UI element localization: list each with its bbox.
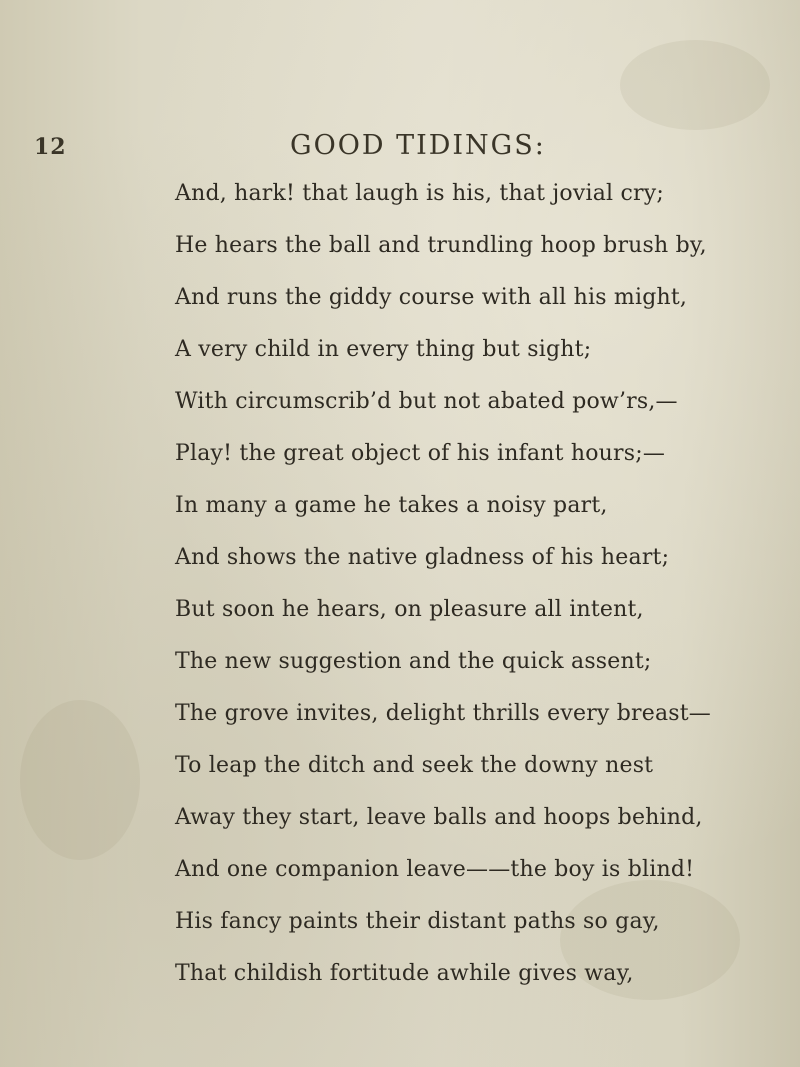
running-head: GOOD TIDINGS: — [290, 130, 546, 161]
poem-line: And runs the giddy course with all his might, — [175, 285, 688, 310]
poem-line: Away they start, leave balls and hoops behind, — [175, 805, 703, 830]
poem-line: He hears the ball and trundling hoop brush by, — [175, 233, 707, 258]
poem-line: But soon he hears, on pleasure all intent, — [175, 597, 644, 622]
poem-line: And, hark! that laugh is his, that jovial cry; — [175, 181, 664, 206]
poem-text — [175, 168, 785, 1000]
paper-stain — [620, 40, 770, 130]
paper-stain — [20, 700, 140, 860]
page-number: 12 — [34, 134, 67, 160]
poem-line: To leap the ditch and seek the downy nest — [175, 753, 654, 778]
poem-line: And one companion leave——the boy is blind! — [175, 857, 695, 882]
poem-line: In many a game he takes a noisy part, — [175, 493, 608, 518]
poem-line: His fancy paints their distant paths so gay, — [175, 909, 660, 934]
poem-line: The new suggestion and the quick assent; — [175, 649, 652, 674]
poem-line: The grove invites, delight thrills every breast— — [175, 701, 711, 726]
poem-line: With circumscrib’d but not abated pow’rs,— — [175, 389, 678, 414]
poem-line: That childish fortitude awhile gives way, — [175, 961, 634, 986]
poem-line: And shows the native gladness of his heart; — [175, 545, 670, 570]
poem-line: Play! the great object of his infant hours;— — [175, 441, 666, 466]
poem-line: A very child in every thing but sight; — [175, 337, 592, 362]
